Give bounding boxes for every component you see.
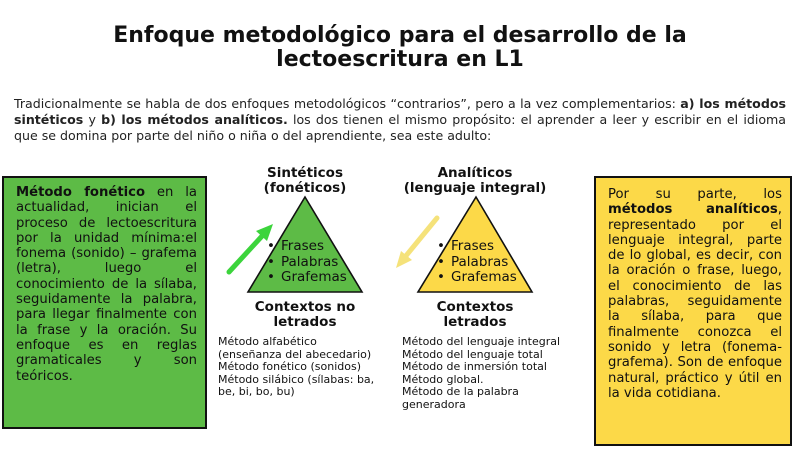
list-item: Método del lenguaje integral [402, 335, 561, 348]
list-item: • Frases [437, 239, 517, 255]
analytic-method-bold: métodos analíticos [608, 202, 778, 218]
list-item: Método fonético (sonidos) [218, 360, 362, 374]
synthetic-context-line-1: Contextos no [254, 299, 356, 315]
synthetic-context [230, 300, 380, 330]
synthetic-context-line-2: letrados [273, 314, 337, 330]
analytic-title: Analíticos [437, 165, 513, 181]
list-item: Método de inmersión total [402, 360, 547, 374]
intro-text-2: y [83, 112, 102, 127]
analytic-methods-list [402, 336, 560, 412]
list-item: generadora [402, 397, 466, 411]
list-item: Método de la palabra [402, 385, 519, 399]
list-item: Método silábico (sílabas: ba, [218, 372, 375, 386]
list-item: Método alfabético [218, 335, 317, 348]
synthetic-title: Sintéticos [267, 165, 343, 181]
list-item: • Palabras [437, 255, 517, 271]
list-item: • Palabras [267, 255, 347, 271]
arrow-down-left-icon [396, 218, 437, 268]
list-item: be, bi, bo, bu) [218, 385, 295, 399]
title-line-2: lectoescritura en L1 [276, 47, 524, 72]
analytic-context-line-1: Contextos [436, 299, 514, 315]
analytic-method-intro: Por su parte, los [608, 187, 782, 202]
intro-text-3: los dos tienen el mismo propósito: el aprender a leer y escribir en el idioma que se domina por parte del niño o niña o del aprendiente, sea este adulto: [14, 112, 787, 143]
list-item: • Frases [267, 239, 347, 255]
intro-text-1: Tradicionalmente se habla de dos enfoques metodológicos “contrarios”, pero a la vez complementarios: [14, 96, 681, 111]
synthetic-subtitle: (fonéticos) [263, 180, 347, 196]
analytic-units-list [437, 239, 517, 286]
list-item: • Grafemas [267, 270, 347, 286]
synthetic-methods-list [218, 336, 374, 399]
phonetic-method-bold: Método fonético [16, 185, 146, 200]
phonetic-method-body: en la actualidad, inician el proceso de lectoescritura por la unidad mínima:el fonema (sonido) – grafema (letra), luego el conocimiento de la sílaba, seguidamente la palabra, para llegar finalmente con la frase y la oración. Su enfoque es en reglas gramaticales y son teóricos. [16, 185, 197, 384]
analytic-method-body: , representado por el lenguaje integral, parte de lo global, es decir, con la oración o frase, luego, el conocimiento de las palabras, seguidamente la sílaba, para que finalmente conozca el sonido y letra (fonema-grafema). Son de enfoque natural, práctico y útil en la vida cotidiana. [608, 202, 782, 401]
analytic-context [400, 300, 550, 330]
analytic-subtitle: (lenguaje integral) [403, 180, 547, 196]
synthetic-units-list [267, 239, 347, 286]
analytic-context-line-2: letrados [443, 314, 507, 330]
list-item: • Grafemas [437, 270, 517, 286]
intro-bold-synthetic: a) los métodos sintéticos [14, 96, 786, 127]
intro-bold-analytic: b) los métodos analíticos. [101, 112, 288, 127]
list-item: Método del lenguaje total [402, 347, 543, 361]
title-line-1: Enfoque metodológico para el desarrollo de la [113, 23, 687, 48]
analytic-heading [390, 166, 560, 196]
list-item: (enseñanza del abecedario) [218, 347, 372, 361]
list-item: Método global. [402, 372, 484, 386]
synthetic-heading [230, 166, 380, 196]
